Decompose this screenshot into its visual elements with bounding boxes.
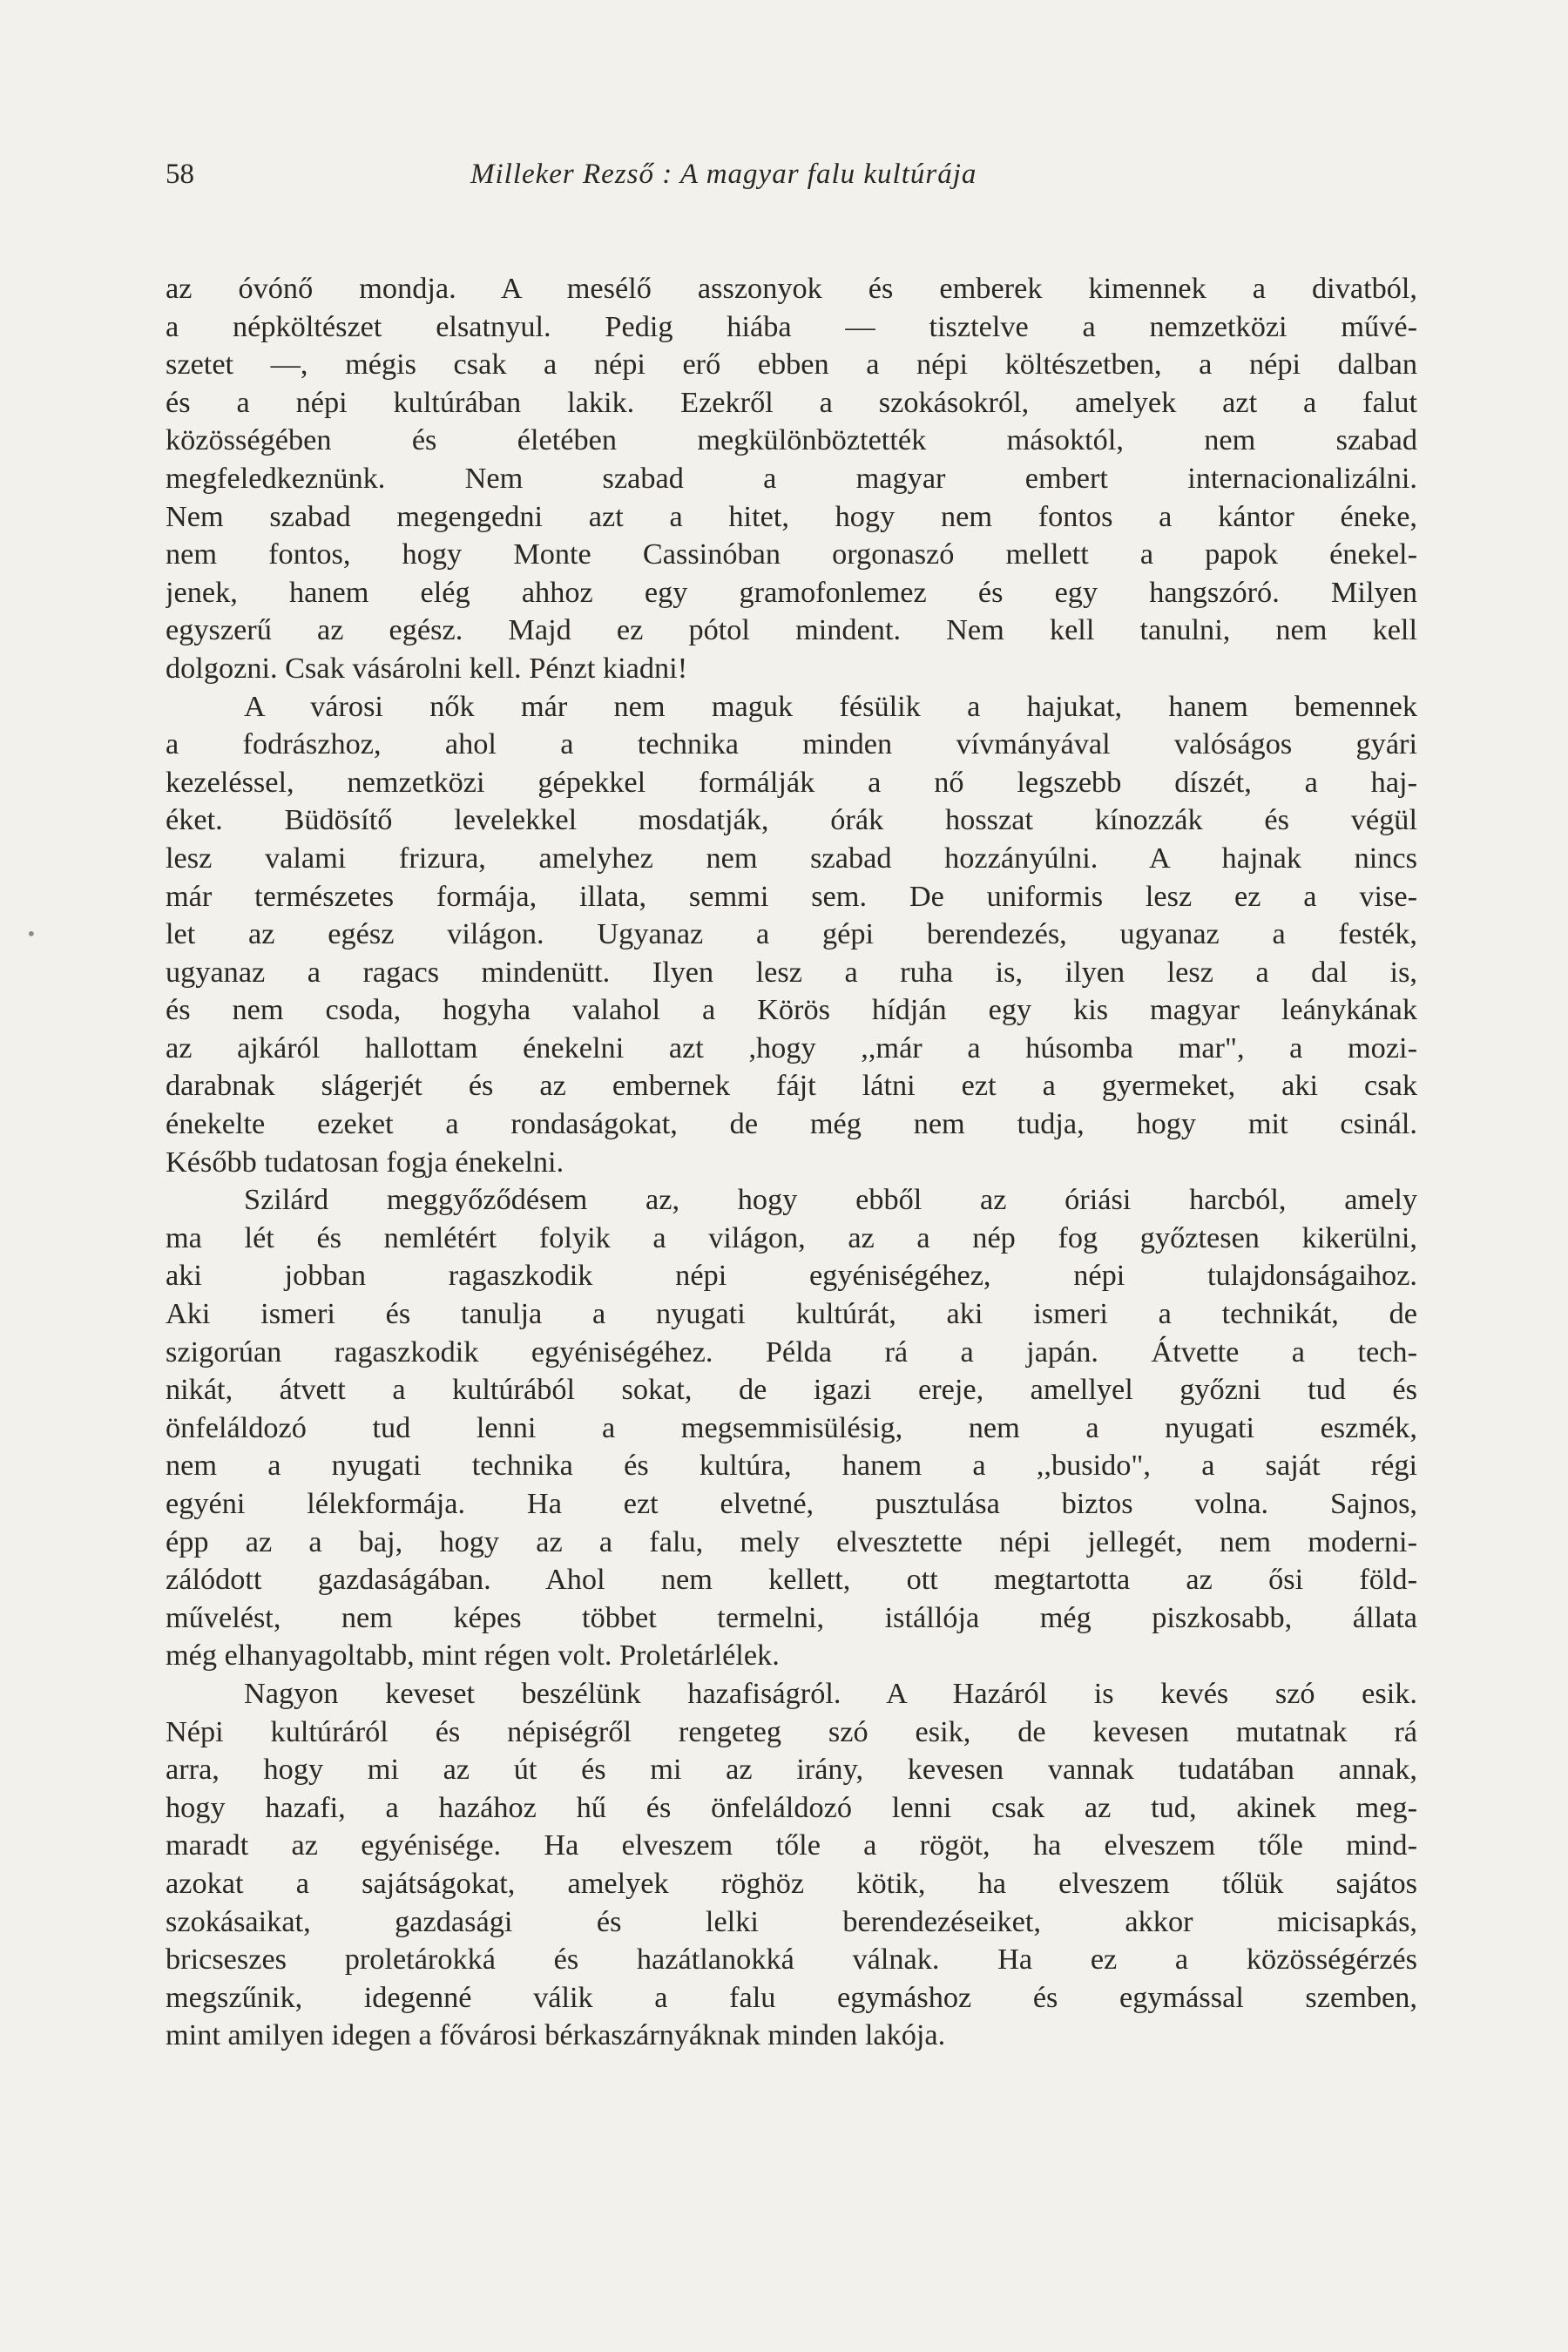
text-line: Szilárd meggyőződésem az, hogy ebből az óriási harcból, amely <box>244 1183 1417 1217</box>
text-line: szetet —, mégis csak a népi erő ebben a népi költészetben, a népi dalban <box>166 348 1417 382</box>
text-line: Nem szabad megengedni azt a hitet, hogy nem fontos a kántor éneke, <box>166 499 1417 533</box>
text-line: azokat a sajátságokat, amelyek röghöz kötik, ha elveszem tőlük sajátos <box>166 1866 1417 1900</box>
page-header <box>166 152 1402 196</box>
text-line: aki jobban ragaszkodik népi egyéniségéhez, népi tulajdonságaihoz. <box>166 1259 1417 1293</box>
page-number: 58 <box>166 159 194 190</box>
text-line: nikát, átvett a kultúrából sokat, de igazi ereje, amellyel győzni tud és <box>166 1373 1417 1407</box>
text-line: A városi nők már nem maguk fésülik a hajukat, hanem bemennek <box>244 689 1417 723</box>
text-line: nem fontos, hogy Monte Cassinóban orgonaszó mellett a papok énekel- <box>166 537 1417 571</box>
text-line: nem a nyugati technika és kultúra, hanem a ,,busido", a saját régi <box>166 1449 1417 1483</box>
text-line: éket. Büdösítő levelekkel mosdatják, órák hosszat kínozzák és végül <box>166 803 1417 837</box>
text-line: mint amilyen idegen a fővárosi bérkaszárnyáknak minden lakója. <box>166 2018 946 2052</box>
text-line: szigorúan ragaszkodik egyéniségéhez. Példa rá a japán. Átvette a tech- <box>166 1335 1417 1369</box>
text-line: még elhanyagoltabb, mint régen volt. Proletárlélek. <box>166 1639 780 1673</box>
paragraph <box>166 1181 1417 1675</box>
text-line: Később tudatosan fogja énekelni. <box>166 1145 564 1179</box>
text-line: hogy hazafi, a hazához hű és önfeláldozó lenni csak az tud, akinek meg- <box>166 1790 1417 1824</box>
text-line: lesz valami frizura, amelyhez nem szabad hozzányúlni. A hajnak nincs <box>166 841 1417 875</box>
text-line: Nagyon keveset beszélünk hazafiságról. A Hazáról is kevés szó esik. <box>244 1676 1417 1710</box>
body-text <box>166 270 1417 2055</box>
text-line: Népi kultúráról és népiségről rengeteg szó esik, de kevesen mutatnak rá <box>166 1714 1417 1748</box>
text-line: és a népi kultúrában lakik. Ezekről a szokásokról, amelyek azt a falut <box>166 385 1417 419</box>
text-line: bricseszes proletárokká és hazátlanokká válnak. Ha ez a közösségérzés <box>166 1943 1417 1977</box>
margin-mark: • <box>26 923 37 944</box>
text-line: ma lét és nemlétért folyik a világon, az a nép fog győztesen kikerülni, <box>166 1220 1417 1254</box>
text-line: Aki ismeri és tanulja a nyugati kultúrát, aki ismeri a technikát, de <box>166 1297 1417 1331</box>
text-line: művelést, nem képes többet termelni, istállója még piszkosabb, állata <box>166 1600 1417 1634</box>
running-title: Milleker Rezső : A magyar falu kultúrája <box>470 159 977 190</box>
text-line: énekelte ezeket a rondaságokat, de még nem tudja, hogy mit csinál. <box>166 1107 1417 1141</box>
text-line: az ajkáról hallottam énekelni azt ,hogy ,,már a húsomba mar", a mozi- <box>166 1031 1417 1064</box>
text-line: egyéni lélekformája. Ha ezt elvetné, pusztulása biztos volna. Sajnos, <box>166 1487 1417 1520</box>
text-line: épp az a baj, hogy az a falu, mely elvesztette népi jellegét, nem moderni- <box>166 1524 1417 1558</box>
text-line: zálódott gazdaságában. Ahol nem kellett, ott megtartotta az ősi föld- <box>166 1563 1417 1597</box>
text-line: dolgozni. Csak vásárolni kell. Pénzt kiadni! <box>166 651 688 685</box>
text-line: és nem csoda, hogyha valahol a Körös hídján egy kis magyar leánykának <box>166 993 1417 1027</box>
text-line: megszűnik, idegenné válik a falu egymáshoz és egymással szemben, <box>166 1980 1417 2014</box>
paragraph <box>166 270 1417 688</box>
text-line: ugyanaz a ragacs mindenütt. Ilyen lesz a ruha is, ilyen lesz a dal is, <box>166 955 1417 989</box>
text-line: a népköltészet elsatnyul. Pedig hiába — tisztelve a nemzetközi művé- <box>166 309 1417 343</box>
text-line: egyszerű az egész. Majd ez pótol mindent. Nem kell tanulni, nem kell <box>166 613 1417 647</box>
text-line: az óvónő mondja. A mesélő asszonyok és emberek kimennek a divatból, <box>166 272 1417 305</box>
paragraph <box>166 1675 1417 2055</box>
text-line: kezeléssel, nemzetközi gépekkel formálják a nő legszebb díszét, a haj- <box>166 765 1417 799</box>
text-line: a fodrászhoz, ahol a technika minden vívmányával valóságos gyári <box>166 727 1417 761</box>
text-line: maradt az egyénisége. Ha elveszem tőle a rögöt, ha elveszem tőle mind- <box>166 1828 1417 1862</box>
text-line: szokásaikat, gazdasági és lelki berendezéseiket, akkor micisapkás, <box>166 1904 1417 1938</box>
text-line: jenek, hanem elég ahhoz egy gramofonlemez és egy hangszóró. Milyen <box>166 575 1417 609</box>
text-line: közösségében és életében megkülönböztették másoktól, nem szabad <box>166 423 1417 457</box>
text-line: megfeledkeznünk. Nem szabad a magyar embert internacionalizálni. <box>166 461 1417 495</box>
text-line: önfeláldozó tud lenni a megsemmisülésig, nem a nyugati eszmék, <box>166 1410 1417 1444</box>
text-line: let az egész világon. Ugyanaz a gépi berendezés, ugyanaz a festék, <box>166 917 1417 951</box>
text-line: már természetes formája, illata, semmi sem. De uniformis lesz ez a vise- <box>166 879 1417 913</box>
text-line: darabnak slágerjét és az embernek fájt látni ezt a gyermeket, aki csak <box>166 1069 1417 1103</box>
paragraph <box>166 688 1417 1182</box>
text-line: arra, hogy mi az út és mi az irány, kevesen vannak tudatában annak, <box>166 1753 1417 1787</box>
